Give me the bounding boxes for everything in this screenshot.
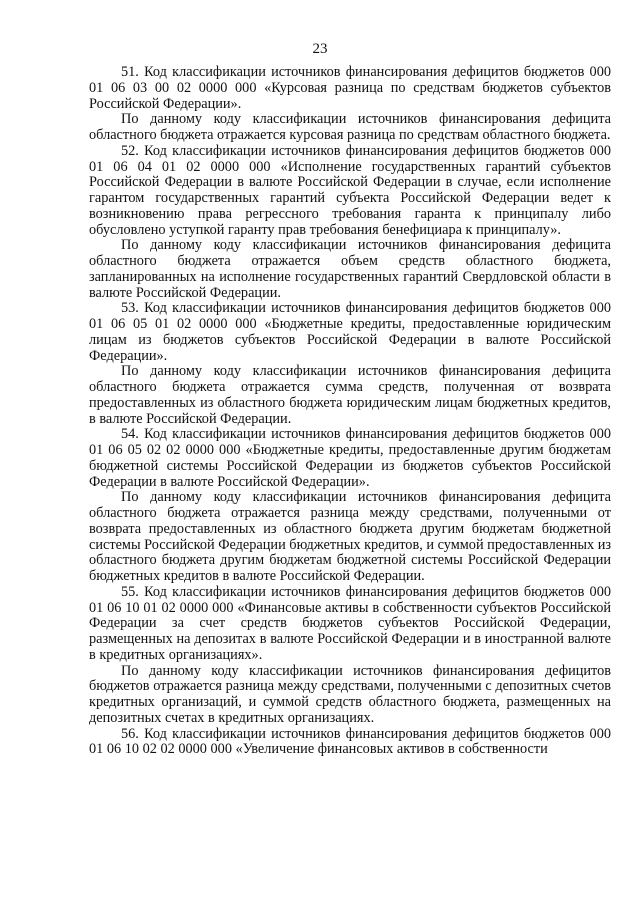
page-number: 23: [312, 41, 328, 57]
paragraph: По данному коду классификации источников финансирования дефицита областного бюджета отражается объем средств областного бюджета, запланированных на исполнение государственных гарантий Свердловской области в валюте Российской Федерации.: [89, 237, 611, 301]
document-body: [89, 65, 611, 758]
paragraph: 56. Код классификации источников финансирования дефицитов бюджетов 000 01 06 10 02 02 0000 000 «Увеличение финансовых активов в собственности: [89, 725, 611, 758]
paragraph: По данному коду классификации источников финансирования дефицита областного бюджета отражается разница между средствами, полученными от возврата предоставленных из областного бюджета другим бюджетам бюджетной системы Российской Федерации бюджетных кредитов, и суммой предоставленных из областного бюджета другим бюджетам бюджетной системы Российской Федерации бюджетных кредитов в валюте Российской Федерации.: [89, 489, 611, 584]
paragraph: 52. Код классификации источников финансирования дефицитов бюджетов 000 01 06 04 01 02 0000 000 «Исполнение государственных гарантий субъектов Российской Федерации в валюте Российской Федерации в случае, если исполнение гарантом государственных гарантий субъекта Российской Федерации ведет к возникновению права регрессного требования гаранта к принципалу либо обусловлено уступкой гаранту прав требования бенефициара к принципалу».: [89, 142, 611, 238]
paragraph: 54. Код классификации источников финансирования дефицитов бюджетов 000 01 06 05 02 02 0000 000 «Бюджетные кредиты, предоставленные другим бюджетам бюджетной системы Российской Федерации из бюджетов субъектов Российской Федерации в валюте Российской Федерации».: [89, 426, 611, 490]
paragraph: По данному коду классификации источников финансирования дефицита областного бюджета отражается сумма средств, полученная от возврата предоставленных из областного бюджета юридическим лицам бюджетных кредитов, в валюте Российской Федерации.: [89, 363, 611, 427]
paragraph: 53. Код классификации источников финансирования дефицитов бюджетов 000 01 06 05 01 02 0000 000 «Бюджетные кредиты, предоставленные юридическим лицам из бюджетов субъектов Российской Федерации в валюте Российской Федерации».: [89, 300, 611, 364]
paragraph: 55. Код классификации источников финансирования дефицитов бюджетов 000 01 06 10 01 02 0000 000 «Финансовые активы в собственности субъектов Российской Федерации за счет средств бюджетов субъектов Российской Федерации, размещенных на депозитах в валюте Российской Федерации и в иностранной валюте в кредитных организациях».: [89, 583, 611, 663]
paragraph: По данному коду классификации источников финансирования дефицита областного бюджета отражается курсовая разница по средствам областного бюджета.: [89, 111, 611, 143]
paragraph: 51. Код классификации источников финансирования дефицитов бюджетов 000 01 06 03 00 02 0000 000 «Курсовая разница по средствам бюджетов субъектов Российской Федерации».: [89, 64, 611, 112]
paragraph: По данному коду классификации источников финансирования дефицитов бюджетов отражается разница между средствами, полученными с депозитных счетов кредитных организаций, и суммой средств областного бюджета, размещенных на депозитных счетах в кредитных организациях.: [89, 662, 611, 726]
